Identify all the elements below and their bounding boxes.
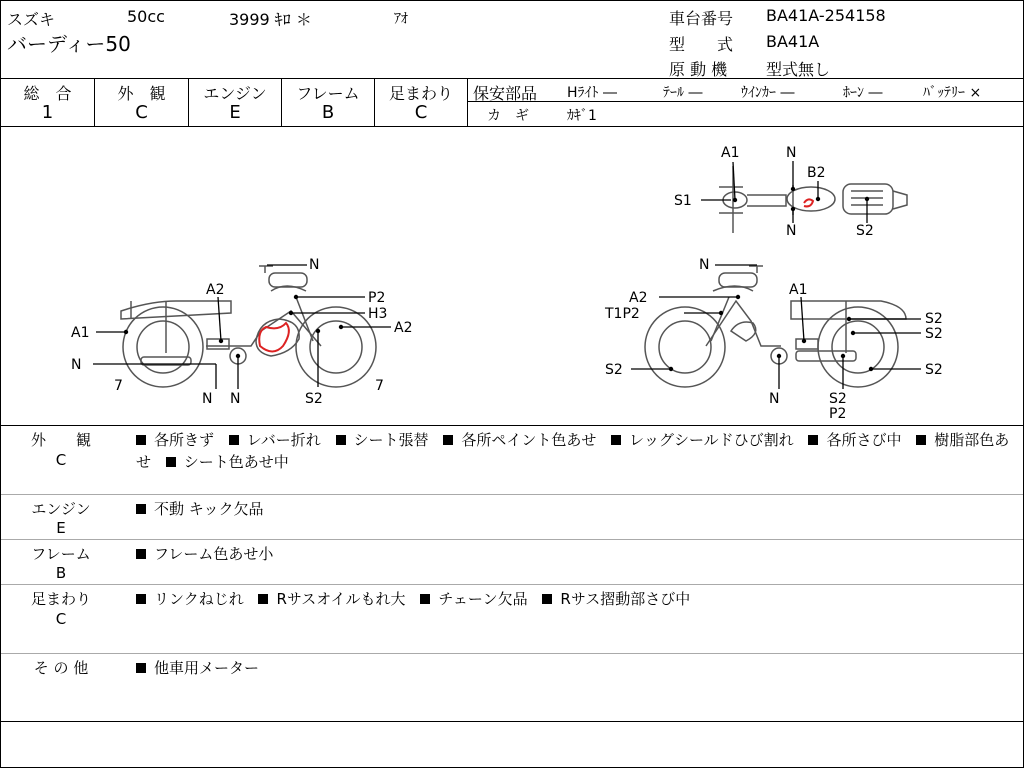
safety-horn: ﾎｰﾝ ―	[843, 85, 883, 101]
label-top-a1: A1	[721, 145, 740, 161]
label-left-a1: A1	[71, 325, 90, 341]
remark-exterior-items: 各所きず レバー折れ シート張替 各所ペイント色あせ レッグシールドひび割れ 各所さび中 樹脂部色あせ シート色あせ中	[136, 431, 1010, 471]
label-left-p2: P2	[368, 290, 386, 306]
grade-overall-label: 総 合	[23, 84, 72, 103]
left-view-bike	[121, 266, 376, 387]
type-value: BA41A	[766, 32, 820, 51]
remark-frame-items: フレーム色あせ小	[136, 543, 1016, 565]
damage-mark	[804, 199, 813, 206]
remark-other-label: そ の 他	[33, 659, 89, 677]
grade-frame-label: フレーム	[296, 84, 360, 103]
remark-suspension-items: リンクねじれ Rサスオイルもれ大 チェーン欠品 Rサス摺動部さび中	[136, 588, 1016, 610]
label-left-s2: S2	[305, 391, 323, 407]
grade-suspension-value: C	[414, 102, 428, 123]
label-right-t1p2: T1P2	[605, 306, 640, 322]
remark-engine-items: 不動 キック欠品	[136, 498, 1016, 520]
label-left-n: N	[71, 357, 82, 373]
remark-engine-grade: E	[56, 519, 66, 537]
label-left-7: 7	[114, 378, 123, 394]
divider	[1, 425, 1023, 426]
label-right-s2b: S2	[925, 326, 943, 342]
label-top-n: N	[786, 145, 797, 161]
damage-diagram	[1, 127, 1023, 425]
maker: スズキ	[7, 10, 56, 29]
color: ｱｵ	[394, 11, 408, 27]
remark-engine-label: エンジン	[31, 500, 91, 518]
remark-frame-grade: B	[55, 564, 67, 582]
safety-battery: ﾊﾞｯﾃﾘｰ ×	[923, 85, 982, 101]
label-top-s1: S1	[674, 193, 692, 209]
frame-no-label: 車台番号	[669, 9, 734, 28]
label-right-s2a: S2	[925, 311, 943, 327]
remark-other-items: 他車用メーター	[136, 657, 1016, 679]
grade-overall-value: 1	[41, 102, 54, 123]
divider	[1, 653, 1023, 654]
safety-winker: ｳｲﾝｶｰ ―	[741, 85, 795, 101]
safety-tail: ﾃｰﾙ ―	[663, 85, 703, 101]
grade-frame-value: B	[321, 102, 335, 123]
label-right-p2-bottom: P2	[829, 406, 847, 422]
divider	[1, 78, 1023, 79]
model-name: バーディー50	[7, 32, 131, 56]
grade-engine-label: エンジン	[203, 84, 267, 103]
label-left-n-b2: N	[230, 391, 241, 407]
label-top-s2: S2	[856, 223, 874, 239]
grade-engine-value: E	[229, 102, 241, 123]
label-left-a2-right: A2	[394, 320, 413, 336]
label-left-n-b1: N	[202, 391, 213, 407]
label-top-b2: B2	[807, 165, 826, 181]
right-view-bike	[645, 266, 906, 387]
key-label: カ ギ	[487, 108, 529, 124]
label-right-n-bottom: N	[769, 391, 780, 407]
remark-exterior-grade: C	[55, 451, 67, 469]
label-top-n-bottom: N	[786, 223, 797, 239]
engine-label: 原 動 機	[669, 60, 728, 79]
label-right-n-top: N	[699, 257, 710, 273]
divider	[1, 584, 1023, 585]
damage-mark	[259, 323, 289, 352]
type-label: 型 式	[669, 35, 734, 54]
label-right-s2-bottom: S2	[829, 391, 847, 407]
grade-exterior-label: 外 観	[117, 84, 166, 103]
label-left-h3: H3	[368, 306, 388, 322]
remark-suspension-grade: C	[55, 610, 67, 628]
label-right-s2-left: S2	[605, 362, 623, 378]
grade-suspension-label: 足まわり	[388, 84, 453, 103]
safety-headlight: Hﾗｲﾄ ―	[567, 85, 617, 101]
remark-frame-label: フレーム	[31, 545, 91, 563]
label-left-n-top: N	[309, 257, 320, 273]
frame-no: BA41A-254158	[766, 6, 886, 25]
key-value: ｶｷﾞ1	[567, 108, 597, 124]
grade-exterior-value: C	[135, 102, 148, 123]
engine-value: 型式無し	[766, 60, 831, 79]
label-right-a1: A1	[789, 282, 808, 298]
label-left-a2: A2	[206, 282, 225, 298]
remark-suspension-label: 足まわり	[30, 590, 91, 608]
divider	[1, 494, 1023, 495]
divider	[467, 78, 468, 126]
label-left-7-right: 7	[375, 378, 384, 394]
divider	[1, 721, 1023, 722]
mileage: 3999 ｷﾛ ＊	[229, 10, 312, 29]
remark-exterior-label: 外 観	[30, 431, 91, 449]
label-right-a2: A2	[629, 290, 648, 306]
label-right-s2-right: S2	[925, 362, 943, 378]
displacement: 50cc	[127, 7, 165, 26]
safety-label: 保安部品	[473, 84, 538, 103]
divider	[1, 539, 1023, 540]
